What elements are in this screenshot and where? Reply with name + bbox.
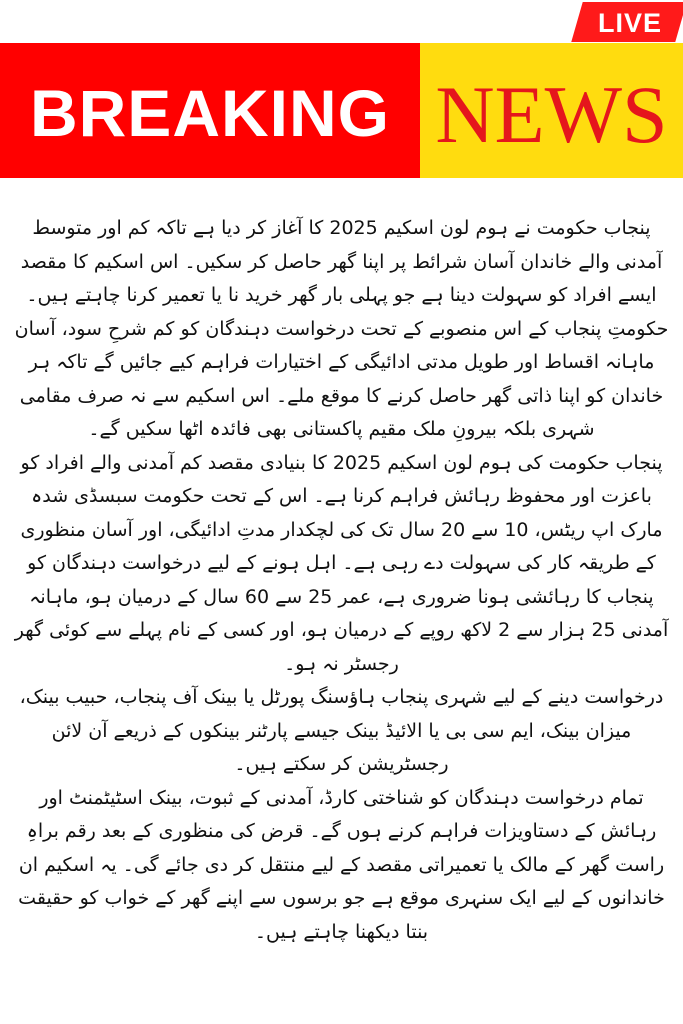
article-paragraph-2: پنجاب حکومت کی ہوم لون اسکیم 2025 کا بنیادی مقصد کم آمدنی والے افراد کو باعزت اور محفوظ رہائش فراہم کرنا ہے۔ اس کے تحت حکومت سبسڈی شدہ مارک اپ ریٹس، 10 سے 20 سال تک کی لچکدار مدتِ ادائیگی، اور آسان منظوری کے طریقہ کار کی سہولت دے رہی ہے۔ اہل ہونے کے لیے درخواست دہندگان کو پنجاب کا رہائشی ہونا ضروری ہے، عمر 25 سے 60 سال کے درمیان ہو، ماہانہ آمدنی 25 ہزار سے 2 لاکھ روپے کے درمیان ہو، اور کسی کے نام پہلے سے کوئی گھر رجسٹر نہ ہو۔ — [14, 451, 669, 675]
news-panel — [420, 43, 683, 178]
breaking-panel — [0, 43, 420, 178]
article-body — [14, 212, 669, 949]
live-badge: LIVE — [597, 8, 662, 38]
breaking-news-banner — [0, 43, 683, 178]
article-paragraph-4: تمام درخواست دہندگان کو شناختی کارڈ، آمدنی کے ثبوت، بینک اسٹیٹمنٹ اور رہائش کے دستاویزات فراہم کرنے ہوں گے۔ قرض کی منظوری کے بعد رقم براہِ راست گھر کے مالک یا تعمیراتی مقصد کے لیے منتقل کر دی جائے گی۔ یہ اسکیم ان خاندانوں کے لیے ایک سنہری موقع ہے جو برسوں سے اپنے گھر کے خواب کو حقیقت بنتا دیکھنا چاہتے ہیں۔ — [18, 786, 665, 943]
news-label: NEWS — [435, 68, 668, 160]
breaking-label: BREAKING — [29, 75, 390, 150]
article-paragraph-1: پنجاب حکومت نے ہوم لون اسکیم 2025 کا آغاز کر دیا ہے تاکہ کم اور متوسط آمدنی والے خاندان آسان شرائط پر اپنا گھر حاصل کر سکیں۔ اس اسکیم کا مقصد ایسے افراد کو سہولت دینا ہے جو پہلی بار گھر خرید نا یا تعمیر کرنا چاہتے ہیں۔ حکومتِ پنجاب کے اس منصوبے کے تحت درخواست دہندگان کو کم شرحِ سود، آسان ماہانہ اقساط اور طویل مدتی ادائیگی کے اختیارات فراہم کیے جائیں گے تاکہ ہر خاندان کو اپنا ذاتی گھر حاصل کرنے کا موقع ملے۔ اس اسکیم سے نہ صرف مقامی شہری بلکہ بیرونِ ملک مقیم پاکستانی بھی فائدہ اٹھا سکیں گے۔ — [14, 217, 669, 440]
article-paragraph-3: درخواست دینے کے لیے شہری پنجاب ہاؤسنگ پورٹل یا بینک آف پنجاب، حبیب بینک، میزان بینک، ایم سی بی یا الائیڈ بینک جیسے پارٹنر بینکوں کے ذریعے آن لائن رجسٹریشن کر سکتے ہیں۔ — [19, 686, 664, 775]
